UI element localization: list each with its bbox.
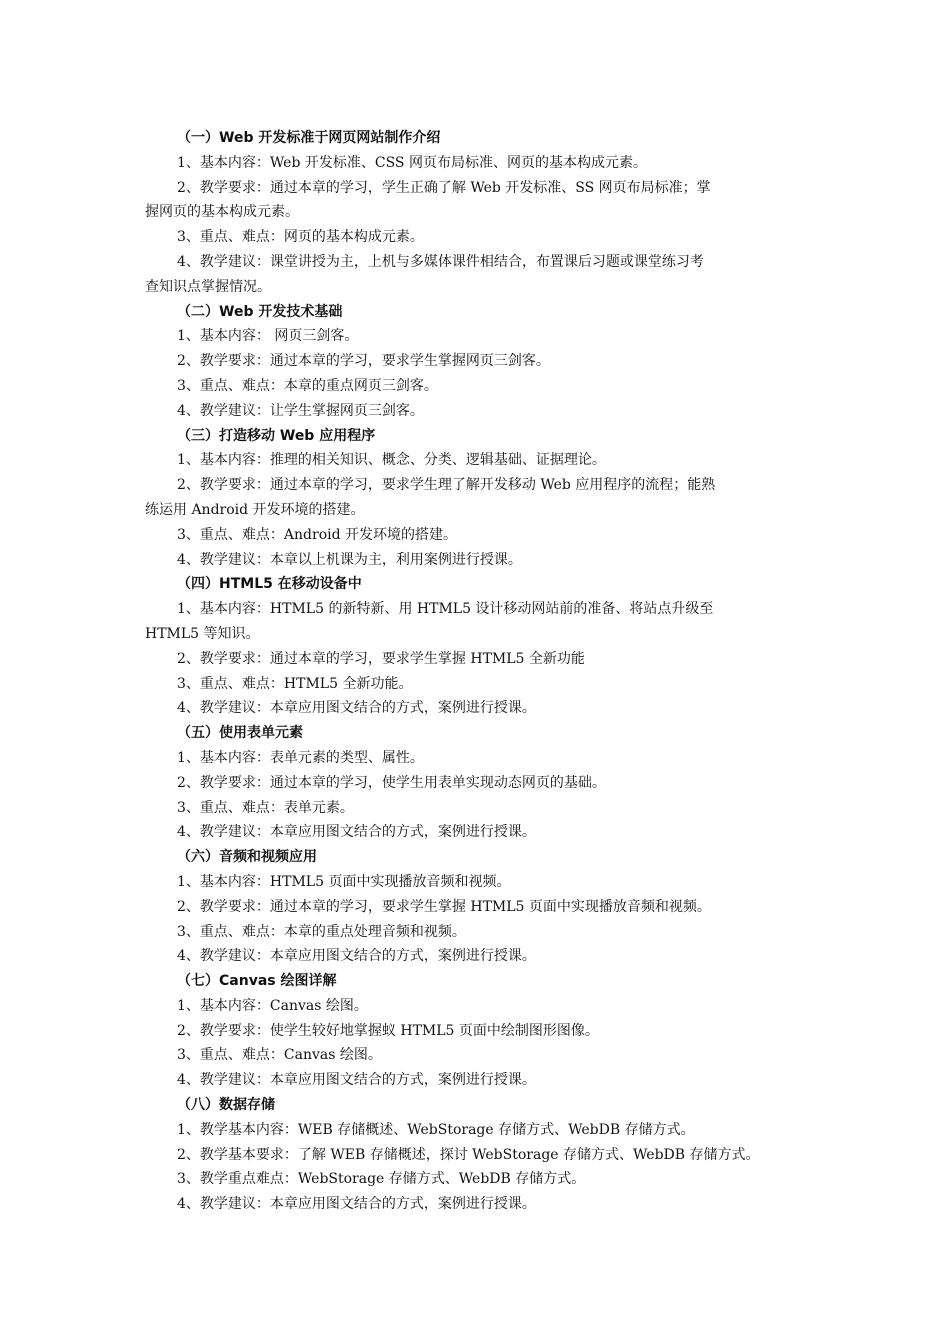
paragraph-continuation: 查知识点掌握情况。	[145, 278, 271, 295]
list-item: 3、重点、难点：本章的重点网页三剑客。	[177, 377, 438, 394]
list-item: 2、教学要求：通过本章的学习，要求学生掌握 HTML5 全新功能	[177, 650, 585, 667]
paragraph-continuation: 握网页的基本构成元素。	[145, 204, 299, 221]
section-heading: （六）音频和视频应用	[177, 849, 317, 866]
section-heading: （二）Web 开发技术基础	[177, 303, 343, 320]
list-item: 3、重点、难点：HTML5 全新功能。	[177, 675, 413, 692]
list-item: 4、教学建议：本章以上机课为主，利用案例进行授课。	[177, 551, 522, 568]
list-item: 2、教学基本要求：了解 WEB 存储概述，探讨 WebStorage 存储方式、WebDB 存储方式。	[177, 1146, 760, 1163]
list-item: 2、教学要求：通过本章的学习，使学生用表单实现动态网页的基础。	[177, 774, 606, 791]
list-item: 3、重点、难点：网页的基本构成元素。	[177, 229, 424, 246]
section	[145, 969, 810, 1093]
list-item: 2、教学要求：使学生较好地掌握蚁 HTML5 页面中绘制图形图像。	[177, 1022, 599, 1039]
list-item: 1、基本内容：HTML5 的新特新、用 HTML5 设计移动网站前的准备、将站点升级至	[177, 601, 714, 618]
list-item: 4、教学建议：课堂讲授为主，上机与多媒体课件相结合，布置课后习题或课堂练习考	[177, 253, 704, 270]
section-heading: （七）Canvas 绘图详解	[177, 973, 337, 990]
section-heading: （八）数据存储	[177, 1097, 275, 1114]
list-item: 4、教学建议：本章应用图文结合的方式，案例进行授课。	[177, 824, 536, 841]
list-item: 4、教学建议：本章应用图文结合的方式，案例进行授课。	[177, 1196, 536, 1213]
list-item: 2、教学要求：通过本章的学习，学生正确了解 Web 开发标准、SS 网页布局标准；掌	[177, 179, 711, 196]
list-item: 3、教学重点难点：WebStorage 存储方式、WebDB 存储方式。	[177, 1171, 586, 1188]
paragraph-continuation: HTML5 等知识。	[145, 625, 260, 642]
list-item: 1、教学基本内容：WEB 存储概述、WebStorage 存储方式、WebDB 存储方式。	[177, 1121, 695, 1138]
section	[145, 424, 810, 573]
list-item: 3、重点、难点：Android 开发环境的搭建。	[177, 526, 458, 543]
section-heading: （三）打造移动 Web 应用程序	[177, 427, 376, 444]
list-item: 3、重点、难点：表单元素。	[177, 799, 354, 816]
list-item: 1、基本内容： 网页三剑客。	[177, 328, 359, 345]
list-item: 1、基本内容：推理的相关知识、概念、分类、逻辑基础、证据理论。	[177, 452, 606, 469]
list-item: 2、教学要求：通过本章的学习，要求学生掌握 HTML5 页面中实现播放音频和视频。	[177, 898, 711, 915]
list-item: 2、教学要求：通过本章的学习，要求学生掌握网页三剑客。	[177, 353, 550, 370]
syllabus-body	[145, 126, 810, 1217]
list-item: 1、基本内容：Web 开发标准、CSS 网页布局标准、网页的基本构成元素。	[177, 154, 647, 171]
list-item: 3、重点、难点：Canvas 绘图。	[177, 1047, 382, 1064]
list-item: 4、教学建议：本章应用图文结合的方式，案例进行授课。	[177, 700, 536, 717]
section	[145, 572, 810, 721]
paragraph-continuation: 练运用 Android 开发环境的搭建。	[145, 501, 365, 518]
list-item: 2、教学要求：通过本章的学习，要求学生理了解开发移动 Web 应用程序的流程；能熟	[177, 477, 716, 494]
list-item: 4、教学建议：本章应用图文结合的方式，案例进行授课。	[177, 948, 536, 965]
list-item: 1、基本内容：Canvas 绘图。	[177, 997, 368, 1014]
list-item: 4、教学建议：让学生掌握网页三剑客。	[177, 402, 424, 419]
section-heading: （四）HTML5 在移动设备中	[177, 576, 362, 593]
list-item: 1、基本内容：表单元素的类型、属性。	[177, 749, 424, 766]
list-item: 4、教学建议：本章应用图文结合的方式，案例进行授课。	[177, 1072, 536, 1089]
section	[145, 845, 810, 969]
section-heading: （一）Web 开发标准于网页网站制作介绍	[177, 130, 441, 146]
section	[145, 1093, 810, 1217]
list-item: 3、重点、难点：本章的重点处理音频和视频。	[177, 923, 466, 940]
section-heading: （五）使用表单元素	[177, 725, 303, 742]
section	[145, 126, 810, 300]
section	[145, 721, 810, 845]
section	[145, 300, 810, 424]
list-item: 1、基本内容：HTML5 页面中实现播放音频和视频。	[177, 873, 511, 890]
